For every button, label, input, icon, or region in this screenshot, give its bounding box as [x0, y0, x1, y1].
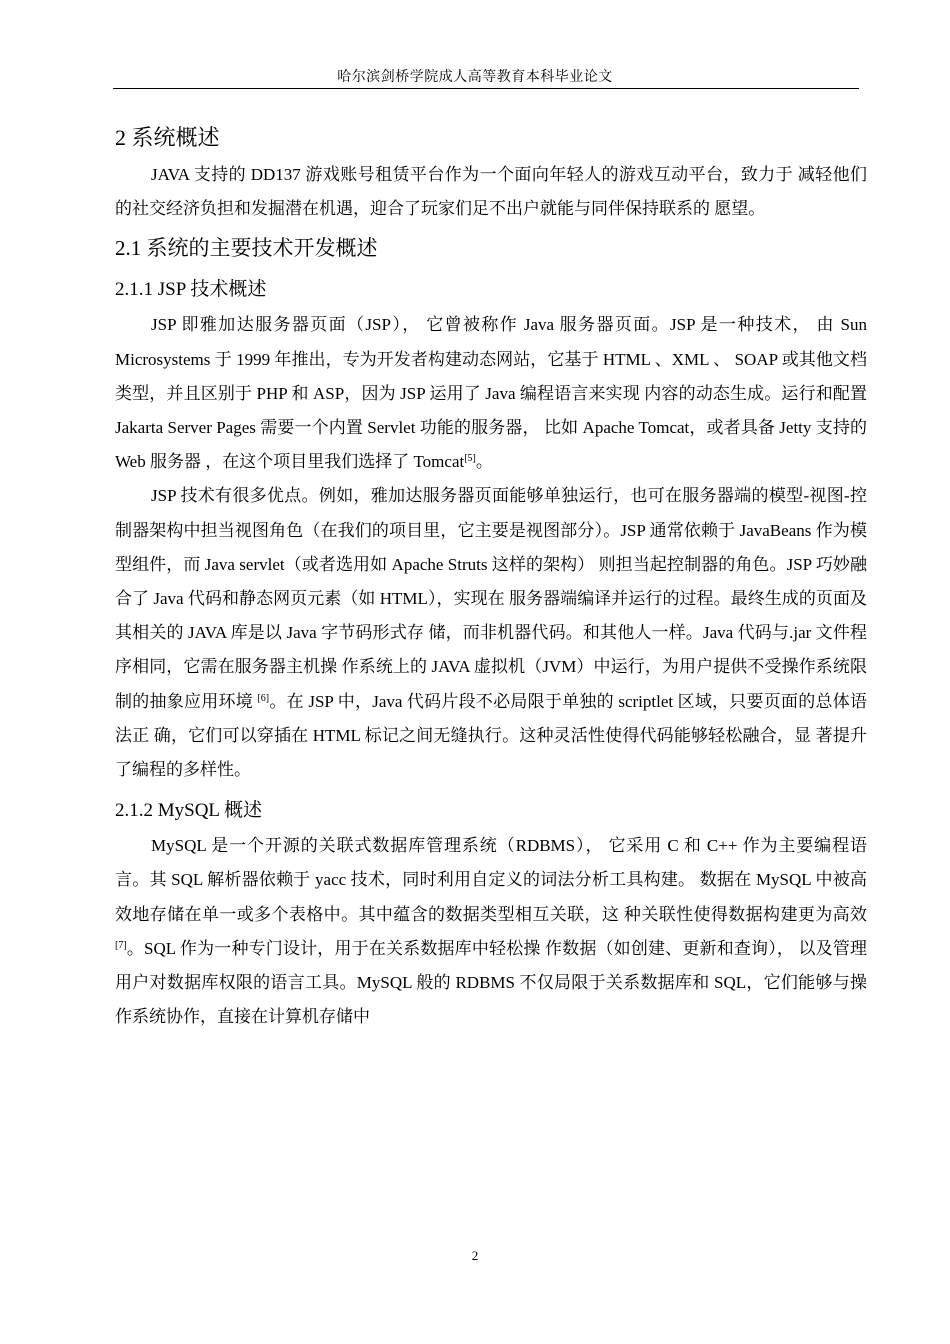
- chapter-intro-paragraph: JAVA 支持的 DD137 游戏账号租赁平台作为一个面向年轻人的游戏互动平台，致力于 减轻他们的社交经济负担和发掘潜在机遇，迎合了玩家们足不出户就能与同伴保持联系的 愿望。: [115, 165, 867, 219]
- mysql-paragraph-text: MySQL 是一个开源的关联式数据库管理系统（RDBMS）， 它采用 C 和 C++ 作为主要编程语言。其 SQL 解析器依赖于 yacc 技术，同时利用自定义的词法分析工具构建。 数据在 MySQL 中被高效地存储在单一或多个表格中。其中蕴含的数据类型相互关联，这 种关联性使得数据构建更为高效: [115, 836, 867, 924]
- chapter-heading: 2 系统概述: [115, 125, 220, 150]
- jsp-paragraph-2-end: 。在 JSP 中，Java 代码片段不必局限于单独的 scriptlet 区域，只要页面的总体语法正 确，它们可以穿插在 HTML 标记之间无缝执行。这种灵活性使得代码能够轻松融合，显 著提升了编程的多样性。: [115, 691, 868, 780]
- running-header: 哈尔滨剑桥学院成人高等教育本科毕业论文: [337, 70, 613, 85]
- jsp-paragraph-1-text: JSP 即雅加达服务器页面（JSP）， 它曾被称作 Java 服务器页面。JSP 是一种技术， 由 Sun Microsystems 于 1999 年推出，专为开发者构建动态网站，它基于 HTML 、XML 、 SOAP 或其他文档类型，并且区别于 PHP 和 ASP，因为 JSP 运用了 Java 编程语言来实现 内容的动态生成。运行和配置 Jakarta Server Pages 需要一个内置 Servlet 功能的服务器， 比如 Apache Tomcat，或者具备 Jetty 支持的 Web 服务器 ，在这个项目里我们选择了 Tomcat: [115, 315, 867, 472]
- mysql-paragraph-end: 。SQL 作为一种专门设计，用于在关系数据库中轻松操 作数据（如创建、更新和查询）， 以及管理用户对数据库权限的语言工具。MySQL 般的 RDBMS 不仅局限于关系数据库和 SQL，它们能够与操作系统协作，直接在计算机存储中: [115, 938, 867, 1027]
- jsp-paragraph-2: [115, 479, 867, 787]
- subsection-heading-2-1-2: 2.1.2 MySQL 概述: [115, 800, 263, 822]
- citation-6: [6]: [257, 692, 270, 704]
- mysql-paragraph: [115, 829, 867, 1034]
- jsp-paragraph-1: [115, 308, 867, 479]
- page-number: 2: [471, 1248, 479, 1263]
- header-divider: [113, 88, 859, 89]
- body-content: [115, 118, 867, 1034]
- citation-5: [5]: [464, 453, 476, 465]
- citation-7: [7]: [115, 939, 127, 951]
- jsp-paragraph-2-text: JSP 技术有很多优点。例如，雅加达服务器页面能够单独运行，也可在服务器端的模型-视图-控制器架构中担当视图角色（在我们的项目里，它主要是视图部分）。JSP 通常依赖于 JavaBeans 作为模型组件，而 Java servlet（或者选用如 Apache Struts 这样的架构） 则担当起控制器的角色。JSP 巧妙融合了 Java 代码和静态网页元素（如 HTML），实现在 服务器端编译并运行的过程。最终生成的页面及其相关的 JAVA 库是以 Java 字节码形式存 储，而非机器代码。和其他人一样。Java 代码与.jar 文件程序相同，它需在服务器主机操 作系统上的 JAVA 虚拟机（JVM）中运行，为用户提供不受操作系统限制的抽象应用环境: [115, 486, 867, 711]
- jsp-paragraph-1-end: 。: [475, 452, 493, 472]
- section-heading-2-1: 2.1 系统的主要技术开发概述: [115, 236, 378, 261]
- subsection-heading-2-1-1: 2.1.1 JSP 技术概述: [115, 279, 267, 301]
